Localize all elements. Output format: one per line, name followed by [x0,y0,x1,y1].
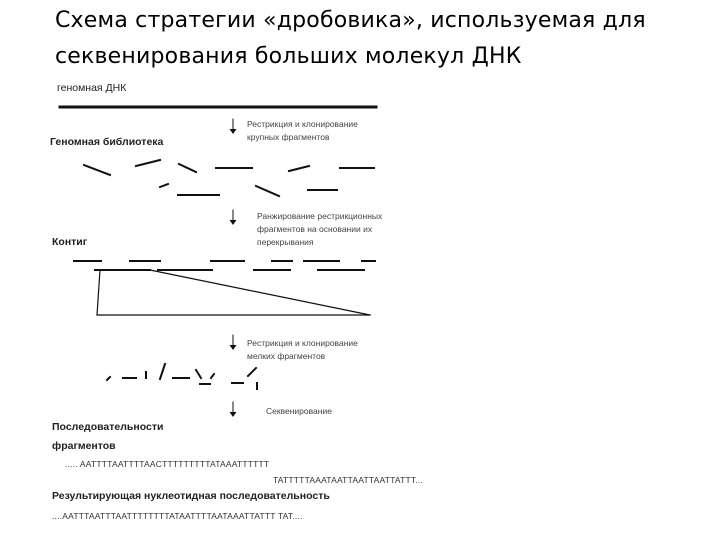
result-sequence: ....AATTTAATTTAATTTTTTTTATAATTTTAATAAATTATTT TAT.... [52,511,303,521]
arrow-down-icon [230,129,237,134]
genomic-library-label: Геномная библиотека [50,136,164,148]
step3-note-line-2: мелких фрагментов [247,351,326,361]
arrow-down-icon [230,345,237,350]
fragment-sequences-label-1: Последовательности [52,421,164,433]
small-fragment [211,374,214,378]
small-fragment [196,370,201,378]
small-fragment [107,377,110,380]
step4-note: Секвенирование [266,406,332,416]
library-fragment [160,184,168,187]
library-fragment [256,186,279,196]
result-sequence-label: Результирующая нуклеотидная последовательность [52,490,330,502]
library-fragment [84,165,110,175]
step1-note-line-1: Рестрикция и клонирование [247,119,358,129]
fragment-sequences-label-2: фрагментов [52,440,116,452]
library-fragment [289,166,309,171]
arrow-heads [230,129,237,417]
zoom-wedge-edge [97,270,100,315]
zoom-wedge-edge [150,270,370,315]
step2-note-line-1: Ранжирование рестрикционных [257,211,383,221]
arrow-down-icon [230,220,237,225]
contig-label: Контиг [52,236,88,248]
small-fragment [248,368,256,376]
fragment-sequence-1: ..... AATTTTAATTTTAACTTTTTTTTTATAAATTTTTT [65,459,270,469]
small-fragments [107,364,257,389]
step2-note-line-2: фрагментов на основании их [257,224,373,234]
library-fragment [179,164,196,172]
genomic-dna-label: геномная ДНК [57,82,127,94]
library-fragments [84,160,374,196]
step3-note-line-1: Рестрикция и клонирование [247,338,358,348]
step2-note-line-3: перекрывания [257,237,314,247]
zoom-wedge [97,270,370,315]
page-title-line-1: Схема стратегии «дробовика», используемая для [55,8,646,33]
arrow-down-icon [230,412,237,417]
library-fragment [136,160,160,166]
fragment-sequence-2: TATTTTTAAATAATTAATTAATTATTT... [273,475,424,485]
step1-note-line-2: крупных фрагментов [247,132,330,142]
small-fragment [160,364,165,379]
page-title-line-2: секвенирования больших молекул ДНК [55,44,522,69]
contig-fragments [74,261,375,270]
